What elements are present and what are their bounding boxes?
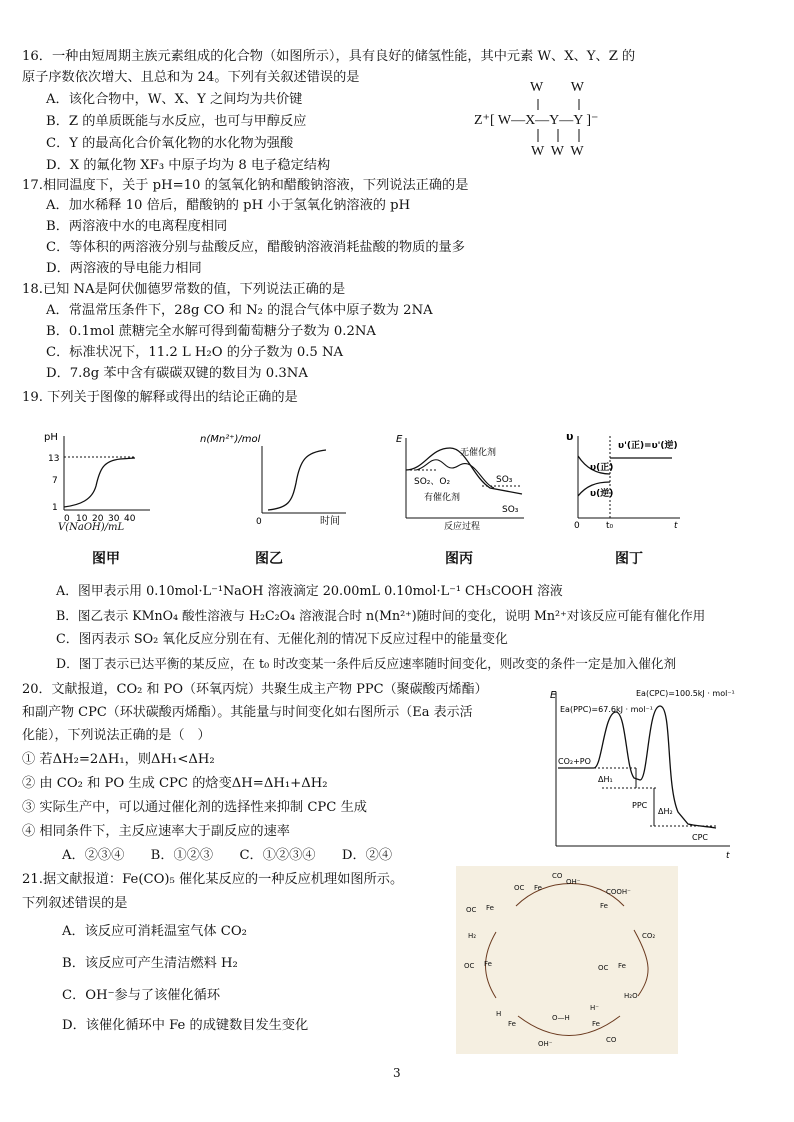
- cycle-oc-left: OC: [464, 962, 475, 970]
- cycle-co2-label: CO₂: [642, 932, 656, 940]
- cycle-h2-label: H₂: [468, 932, 477, 940]
- q19-stem: 19. 下列关于图像的解释或得出的结论正确的是: [22, 390, 298, 405]
- q20-options: A．②③④ B．①②③ C．①②③④ D．②④: [62, 848, 393, 863]
- jia-xtick-30: 30: [108, 514, 120, 524]
- jia-ytick-13: 13: [48, 454, 60, 464]
- cycle-oc-topleft: OC: [466, 906, 477, 914]
- q19-option-a: A．图甲表示用 0.10mol·L⁻¹NaOH 溶液滴定 20.00mL 0.10mol·L⁻¹ CH₃COOH 溶液: [56, 584, 563, 599]
- q18-stem: 18.已知 NA是阿伏伽德罗常数的值，下列说法正确的是: [22, 282, 346, 297]
- caption-bing: 图丙: [445, 551, 473, 567]
- cycle-fe-topright: Fe: [600, 902, 608, 910]
- q20-fig-t: t: [726, 851, 730, 861]
- q20-statement-1: ① 若ΔH₂=2ΔH₁，则ΔH₁<ΔH₂: [22, 752, 215, 767]
- structure-bottom: W W W: [531, 144, 584, 159]
- q20-stem-line1: 20．文献报道，CO₂ 和 PO（环氧丙烷）共聚生成主产物 PPC（聚碳酸丙烯酯）: [22, 682, 488, 697]
- figure-jia: [40, 428, 160, 528]
- q20-statement-3: ③ 实际生产中，可以通过催化剂的选择性来抑制 CPC 生成: [22, 800, 367, 815]
- ding-ylabel: υ: [566, 430, 574, 443]
- q20-statement-4: ④ 相同条件下，主反应速率大于副反应的速率: [22, 824, 290, 839]
- caption-ding: 图丁: [615, 551, 643, 567]
- cycle-fe-top: Fe: [534, 884, 542, 892]
- q17-stem: 17.相同温度下，关于 pH=10 的氢氧化钠和醋酸钠溶液，下列说法正确的是: [22, 178, 469, 193]
- bing-xlabel: 反应过程: [444, 522, 481, 532]
- ding-label-forward: υ(正): [590, 463, 614, 473]
- jia-xtick-40: 40: [124, 514, 136, 524]
- q21-stem-line2: 下列叙述错误的是: [22, 896, 128, 911]
- q20-ea-cpc: Ea(CPC)=100.5kJ · mol⁻¹: [636, 689, 735, 698]
- q21-option-d: D．该催化循环中 Fe 的成键数目发生变化: [62, 1018, 309, 1033]
- caption-yi: 图乙: [255, 551, 283, 567]
- q19-option-b: B．图乙表示 KMnO₄ 酸性溶液与 H₂C₂O₄ 溶液混合时 n(Mn²⁺)随时间的变化，说明 Mn²⁺对该反应可能有催化作用: [56, 608, 706, 623]
- q16-option-b: B．Z 的单质既能与水反应，也可与甲醇反应: [46, 114, 307, 129]
- q18-option-d: D．7.8g 苯中含有碳碳双键的数目为 0.3NA: [46, 366, 308, 381]
- q17-option-b: B．两溶液中水的电离程度相同: [46, 219, 228, 234]
- q16-structure: [470, 80, 640, 170]
- yi-ylabel: n(Mn²⁺)/mol: [200, 434, 261, 445]
- ding-xlabel: t: [674, 521, 678, 531]
- q20-ea-ppc: Ea(PPC)=67.6kJ · mol⁻¹: [560, 705, 653, 714]
- jia-xtick-10: 10: [76, 514, 88, 524]
- cycle-co-top: CO: [552, 872, 563, 880]
- jia-xtick-0: 0: [64, 514, 70, 524]
- ding-origin: 0: [574, 521, 580, 531]
- q20-cpc: CPC: [692, 833, 708, 842]
- q20-energy-diagram: [540, 684, 740, 864]
- q21-catalytic-cycle-figure: [456, 866, 678, 1054]
- ding-label-reverse: υ(逆): [590, 489, 614, 499]
- bing-no-cat-label: 无催化剂: [460, 448, 497, 458]
- q20-start-label: CO₂+PO: [558, 757, 591, 766]
- cycle-oh-label: OH⁻: [566, 878, 581, 886]
- cycle-fe-bottomleft: Fe: [508, 1020, 516, 1028]
- q17-option-c: C．等体积的两溶液分别与盐酸反应，醋酸钠溶液消耗盐酸的物质的量多: [46, 240, 465, 255]
- q21-option-a: A．该反应可消耗温室气体 CO₂: [62, 924, 247, 939]
- cycle-fe-topleft: Fe: [486, 904, 494, 912]
- q21-option-c: C．OH⁻参与了该催化循环: [62, 988, 221, 1003]
- q20-fig-E: E: [550, 690, 557, 701]
- q20-stem-line2: 和副产物 CPC（环状碳酸丙烯酯）。其能量与时间变化如右图所示（Ea 表示活: [22, 705, 473, 720]
- yi-curve: [268, 450, 326, 510]
- yi-xlabel: 时间: [320, 516, 340, 527]
- q18-option-b: B．0.1mol 蔗糖完全水解可得到葡萄糖分子数为 0.2NA: [46, 324, 376, 339]
- q20-dh1: ΔH₁: [598, 775, 613, 784]
- figure-yi: [196, 428, 356, 528]
- cycle-cooh-label: COOH⁻: [606, 888, 631, 896]
- figure-ding: [562, 426, 712, 531]
- cycle-h-label: H: [496, 1010, 502, 1018]
- structure-top: W W: [530, 80, 585, 95]
- cycle-oc-top: OC: [514, 884, 525, 892]
- page-number: 3: [393, 1066, 401, 1080]
- cycle-oh-bottom: OH⁻: [538, 1040, 553, 1048]
- q20-ppc: PPC: [632, 801, 648, 810]
- q17-option-d: D．两溶液的导电能力相同: [46, 261, 202, 276]
- q20-statement-2: ② 由 CO₂ 和 PO 生成 CPC 的焓变ΔH=ΔH₁+ΔH₂: [22, 776, 328, 791]
- cycle-hminus-label: H⁻: [590, 1004, 599, 1012]
- figure-bing: [394, 428, 534, 533]
- jia-curve: [64, 458, 135, 507]
- q21-stem-line1: 21.据文献报道：Fe(CO)₅ 催化某反应的一种反应机理如图所示。: [22, 872, 404, 887]
- cycle-oc-right: OC: [598, 964, 609, 972]
- jia-xtick-20: 20: [92, 514, 104, 524]
- cycle-fe-bottomright: Fe: [592, 1020, 600, 1028]
- q18-option-a: A．常温常压条件下，28g CO 和 N₂ 的混合气体中原子数为 2NA: [46, 303, 433, 318]
- jia-xlabel: V(NaOH)/mL: [58, 522, 125, 533]
- q16-option-d: D．X 的氟化物 XF₃ 中原子均为 8 电子稳定结构: [46, 158, 331, 173]
- caption-jia: 图甲: [92, 551, 120, 567]
- q19-option-d: D．图丁表示已达平衡的某反应，在 t₀ 时改变某一条件后反应速率随时间变化，则改变的条件一定是加入催化剂: [56, 656, 677, 671]
- jia-ytick-7: 7: [52, 476, 58, 486]
- q19-option-c: C．图丙表示 SO₂ 氧化反应分别在有、无催化剂的情况下反应过程中的能量变化: [56, 632, 508, 647]
- structure-middle: Z⁺[ W—X—Y—Y ]⁻: [474, 113, 599, 128]
- q16-option-c: C．Y 的最高化合价氧化物的水化物为强酸: [46, 136, 294, 151]
- q20-stem-line3: 化能），下列说法正确的是（ ）: [22, 728, 211, 743]
- q16-option-a: A．该化合物中，W、X、Y 之间均为共价键: [46, 92, 303, 107]
- bing-product-1: SO₃: [496, 475, 513, 485]
- bing-product-2: SO₃: [502, 505, 519, 515]
- bing-ylabel: E: [396, 434, 403, 445]
- ding-t0: t₀: [606, 521, 614, 531]
- q16-stem-line2: 原子序数依次增大、且总和为 24。下列有关叙述错误的是: [22, 70, 360, 85]
- cycle-h2o-label: H₂O: [624, 992, 638, 1000]
- cycle-fe-right: Fe: [618, 962, 626, 970]
- q20-dh2: ΔH₂: [658, 807, 673, 816]
- jia-ytick-1: 1: [52, 503, 58, 513]
- q16-stem-line1: 16．一种由短周期主族元素组成的化合物（如图所示），具有良好的储氢性能，其中元素 W、X、Y、Z 的: [22, 49, 636, 64]
- ding-label-top: υ'(正)=υ'(逆): [618, 441, 678, 451]
- yi-origin: 0: [256, 517, 262, 527]
- cycle-oh-bridge: O—H: [552, 1014, 570, 1022]
- q18-option-c: C．标准状况下，11.2 L H₂O 的分子数为 0.5 NA: [46, 345, 344, 360]
- q17-option-a: A．加水稀释 10 倍后，醋酸钠的 pH 小于氢氧化钠溶液的 pH: [46, 198, 411, 213]
- cycle-fe-left: Fe: [484, 960, 492, 968]
- bing-cat-label: 有催化剂: [424, 493, 461, 503]
- jia-ylabel: pH: [44, 432, 58, 443]
- q21-option-b: B．该反应可产生清洁燃料 H₂: [62, 956, 238, 971]
- bing-reactants-label: SO₂、O₂: [414, 477, 451, 487]
- cycle-co-bottom: CO: [606, 1036, 617, 1044]
